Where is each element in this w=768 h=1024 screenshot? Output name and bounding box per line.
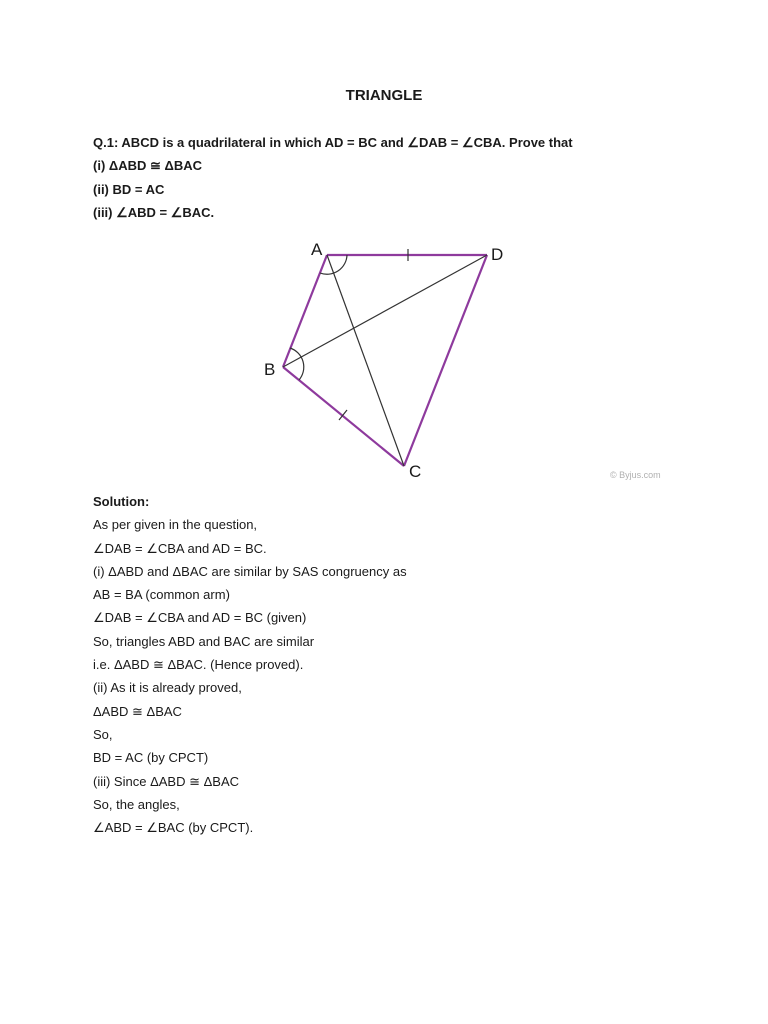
solution-line: i.e. ΔABD ≅ ΔBAC. (Hence proved). xyxy=(93,657,304,673)
solution-line: (ii) As it is already proved, xyxy=(93,680,242,696)
solution-line: ∠DAB = ∠CBA and AD = BC (given) xyxy=(93,610,307,626)
solution-line: So, triangles ABD and BAC are similar xyxy=(93,633,315,649)
side-dc xyxy=(404,255,487,466)
solution-line: ∠ABD = ∠BAC (by CPCT). xyxy=(93,820,254,836)
solution-line: (i) ΔABD and ΔBAC are similar by SAS congruency as xyxy=(93,563,407,579)
solution-line: ΔABD ≅ ΔBAC xyxy=(93,703,182,719)
solution-line: (iii) Since ΔABD ≅ ΔBAC xyxy=(93,773,240,789)
solution-block xyxy=(93,494,693,843)
question-statement: Q.1: ABCD is a quadrilateral in which AD = BC and ∠DAB = ∠CBA. Prove that xyxy=(93,135,573,150)
vertex-label-d: D xyxy=(491,245,504,264)
solution-line: AB = BA (common arm) xyxy=(93,587,230,603)
side-ba xyxy=(283,255,327,367)
solution-line: So, the angles, xyxy=(93,796,180,812)
question-part-i: (i) ΔABD ≅ ΔBAC xyxy=(93,158,203,174)
quadrilateral-outline xyxy=(283,255,487,466)
watermark: © Byjus.com xyxy=(610,470,661,480)
solution-line: BD = AC (by CPCT) xyxy=(93,750,209,766)
solution-line: So, xyxy=(93,726,113,742)
vertex-label-a: A xyxy=(311,240,323,259)
question-part-ii: (ii) BD = AC xyxy=(93,181,165,197)
diagonal-bd xyxy=(283,255,487,367)
vertex-label-b: B xyxy=(264,360,276,379)
solution-line: ∠DAB = ∠CBA and AD = BC. xyxy=(93,540,267,556)
page-title: TRIANGLE xyxy=(345,87,423,104)
question-part-iii: (iii) ∠ABD = ∠BAC. xyxy=(93,204,215,220)
vertex-label-c: C xyxy=(409,462,422,481)
solution-line: As per given in the question, xyxy=(93,517,258,533)
solution-heading: Solution: xyxy=(93,494,150,509)
